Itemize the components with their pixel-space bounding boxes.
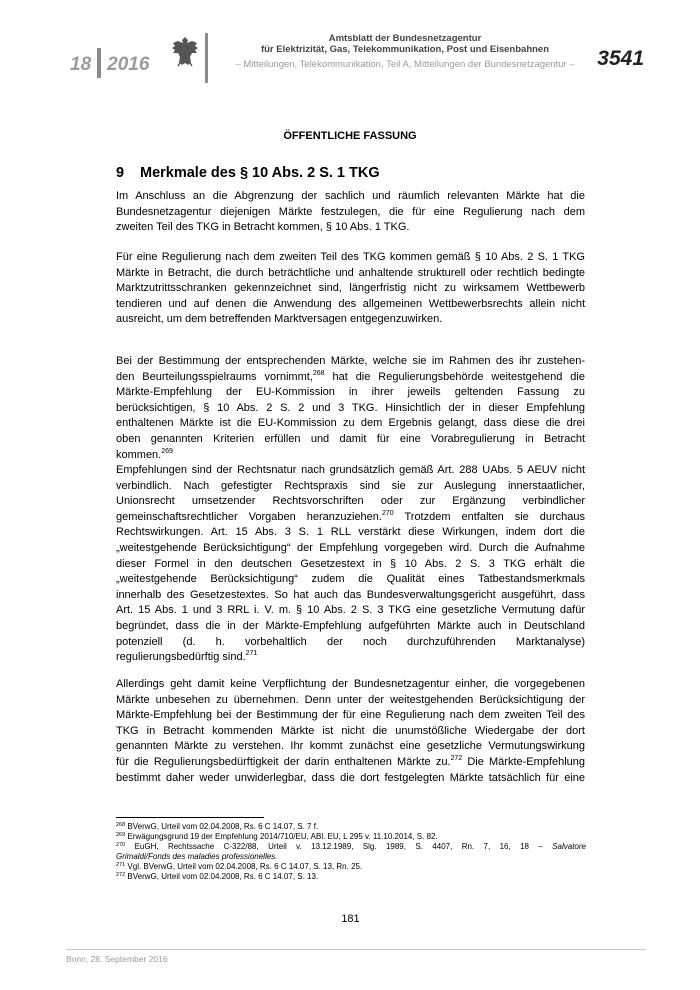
text-line — [116, 650, 585, 666]
footnote-ref[interactable]: 271 — [245, 650, 258, 658]
text-line: „weitestgehende Berücksichtigung“ der Empfehlung vorgegeben wird. Durch die Aufnahme — [116, 541, 585, 554]
issue-number-value: 18 — [70, 54, 92, 75]
footnote-number: 268 — [116, 822, 126, 828]
text-line: Im Anschluss an die Abgrenzung der sachlich und räumlich relevanten Märkte hat die — [116, 190, 585, 202]
gazette-title: Amtsblatt der Bundesnetzagentur — [328, 33, 482, 44]
header-divider — [205, 33, 208, 83]
footnote-text: Erwägungsgrund 19 der Empfehlung 2014/710/EU, ABl. EU, L 295 v. 11.10.2014, S. 82. — [125, 832, 438, 841]
confidentiality-label: ÖFFENTLICHE FASSUNG — [283, 130, 417, 142]
issue-year: 2016 — [107, 54, 150, 75]
footnote-ref[interactable]: 272 — [450, 754, 463, 762]
gazette-section: – Mitteilungen, Telekommunikation, Teil A, Mitteilungen der Bundesnetzagentur – — [235, 59, 575, 70]
text-line: potenziell (d. h. vorbehaltlich der noch durchzuführenden Marktanalyse) — [116, 635, 585, 648]
text-line: „weitestgehende Berücksichtigung“ zudem die Qualität eines Tatbestandsmerkmals — [116, 573, 585, 586]
footnote-divider — [116, 817, 264, 818]
text-line: berücksichtigen, § 10 Abs. 2 S. 2 und 3 TKG. Hinsichtlich der in dieser Empfehlung — [116, 401, 585, 414]
federal-eagle-icon — [170, 34, 200, 68]
text-line: Art. 15 Abs. 1 und 3 RRL i. V. m. § 10 Abs. 2 S. 3 TKG eine gesetzliche Vermutung dafür — [116, 604, 585, 617]
footnote-269 — [116, 832, 586, 842]
text-run: den Beurteilungsspielraums vornimmt, — [116, 370, 313, 383]
text-line: Märkte unbesehen zu übernehmen. Denn unter der weitestgehenden Berücksichtigung der — [116, 693, 585, 706]
text-line: Marktzutrittsschranken gekennzeichnet sind, längerfristig nicht zu wirksamem Wettbewerb — [116, 282, 585, 295]
paragraph-2 — [116, 250, 585, 328]
section-heading — [116, 165, 380, 181]
footnote-text: BVerwG, Urteil vom 02.04.2008, Rs. 6 C 14.07, S. 13. — [125, 872, 319, 881]
issue-separator — [97, 48, 101, 78]
footnote-text: EuGH, Rechtssache C-322/88, Urteil v. 13.12.1989, Slg. 1989, S. 4407, Rn. 7, 16, 18 – — [125, 842, 543, 851]
footnote-ref[interactable]: 269 — [161, 447, 173, 455]
footnote-270 — [116, 842, 586, 852]
text-line: begründet, dass die in der Märkte-Empfehlung aufgeführten Märkte auch in Deutschland — [116, 619, 585, 632]
footnote-272 — [116, 872, 586, 882]
text-line: dieser Formel in den deutschen Gesetzestext in § 10 Abs. 2 S. 3 TKG erhält die — [116, 557, 585, 570]
text-line: genannten Märkte zu verstehen. Ihr kommt zunächst eine gesetzliche Vermutungswirkung — [116, 740, 585, 753]
text-run: gemeinschaftsrechtlicher Vorgaben heranzuziehen. — [116, 510, 382, 523]
text-run: regulierungsbedürftig sind. — [116, 651, 246, 664]
page-number: 181 — [341, 913, 360, 925]
paragraph-5 — [116, 677, 585, 786]
text-line — [116, 448, 585, 464]
footnote-number: 270 — [116, 842, 126, 848]
text-line: Unionsrecht umsetzender Rechtsvorschriften oder zur Ergänzung verbindlicher — [116, 495, 585, 508]
section-number: 9 — [116, 165, 125, 181]
text-run: Trotzdem entfalten sie durchaus — [393, 510, 585, 523]
text-run: Die Märkte-Empfehlung — [462, 755, 585, 768]
text-line: Märkte-Empfehlung der EU-Kommission in ihrer jeweils geltenden Fassung zu — [116, 386, 585, 399]
text-line: Märkte-Empfehlung bei der Bestimmung der für eine Regulierung nach dem zweiten Teil des — [116, 709, 585, 722]
section-title: Merkmale des § 10 Abs. 2 S. 1 TKG — [140, 165, 380, 181]
text-line: Bei der Bestimmung der entsprechenden Märkte, welche sie im Rahmen des ihr zustehen- — [116, 355, 585, 367]
footnote-text: Vgl. BVerwG, Urteil vom 02.04.2008, Rs. 6 C 14.07, S. 13, Rn. 25. — [125, 862, 363, 871]
footnote-text: BVerwG, Urteil vom 02.04.2008, Rs. 6 C 14.07, S. 7 f. — [125, 822, 319, 831]
footer-date: Bonn, 28. September 2016 — [66, 954, 168, 964]
footnote-ref[interactable]: 270 — [381, 509, 394, 517]
issue-number — [70, 48, 149, 78]
text-line — [116, 370, 585, 386]
text-line: innerhalb des Gesetzestextes. So hat auch das Bundesverwaltungsgericht ausgeführt, dass — [116, 588, 585, 601]
footnote-number: 272 — [116, 872, 126, 878]
text-run: für die Regulierungsbedürftigkeit der darin enthaltenen Märkte zu. — [116, 755, 451, 768]
text-line: verbindlich. Nach gefestigter Rechtspraxis sind sie zur Auslegung innerstaatlicher, — [116, 479, 585, 492]
text-line: zweiten Teil des TKG in Betracht kommen, § 10 Abs. 1 TKG. — [116, 221, 410, 234]
text-line: Märkte in Betracht, die durch beträchtliche und anhaltende strukturell oder rechtlich bedingte — [116, 266, 585, 279]
footnote-number: 269 — [116, 832, 126, 838]
gazette-page-number: 3541 — [597, 47, 644, 70]
footnote-number: 271 — [116, 862, 126, 868]
text-line: Bundesnetzagentur diejenigen Märkte festzulegen, die für eine Regulierung nach dem — [116, 205, 585, 218]
footnote-ref[interactable]: 268 — [312, 369, 325, 377]
footnote-268 — [116, 822, 586, 832]
text-line: tendieren und auf denen die Anwendung des allgemeinen Wettbewerbsrechts allein nicht — [116, 297, 585, 310]
gazette-subtitle: für Elektrizität, Gas, Telekommunikation, Post und Eisenbahnen — [260, 44, 550, 55]
text-line — [116, 755, 585, 771]
text-line: Empfehlungen sind der Rechtsnatur nach grundsätzlich gemäß Art. 288 UAbs. 5 AEUV nicht — [116, 464, 585, 476]
text-line: oben genannten Kriterien erfüllen und damit für eine Vorabregulierung in Betracht — [116, 432, 585, 445]
text-line: TKG in Betracht kommenden Märkte ist nicht die unumstößliche Wiedergabe der dort — [116, 724, 585, 737]
text-run: kommen. — [116, 448, 162, 461]
text-line: Für eine Regulierung nach dem zweiten Teil des TKG kommen gemäß § 10 Abs. 2 S. 1 TKG — [116, 251, 585, 263]
footnote-271 — [116, 862, 586, 872]
text-line: Rechtswirkungen. Art. 15 Abs. 3 S. 1 RLL verstärkt diese Wirkungen, indem dort die — [116, 526, 585, 539]
text-line: Allerdings geht damit keine Verpflichtung der Bundesnetzagentur einher, die vorgegebenen — [116, 678, 585, 690]
text-line: enthaltenen Märkte ist die EU-Kommission zu dem Ergebnis gelangt, dass diese die drei — [116, 417, 585, 430]
text-line: ausreicht, um dem betreffenden Marktversagen entgegenzuwirken. — [116, 313, 443, 326]
paragraph-3 — [116, 354, 585, 463]
footnote-270-cont — [116, 852, 586, 862]
footnote-case-name: Grimaldi/Fonds des maladies professionelles. — [116, 852, 278, 861]
footer-divider — [66, 949, 646, 950]
footnotes — [116, 822, 586, 882]
text-run: hat die Regulierungsbehörde weitestgehend die — [324, 370, 585, 383]
text-line: bestimmt daher weder unwiderlegbar, dass die dort festgelegten Märkte tatsächlich für eine — [116, 771, 585, 784]
footnote-case-name: Salvatore — [542, 842, 586, 851]
paragraph-4 — [116, 463, 585, 666]
paragraph-1 — [116, 189, 585, 236]
text-line — [116, 510, 585, 526]
